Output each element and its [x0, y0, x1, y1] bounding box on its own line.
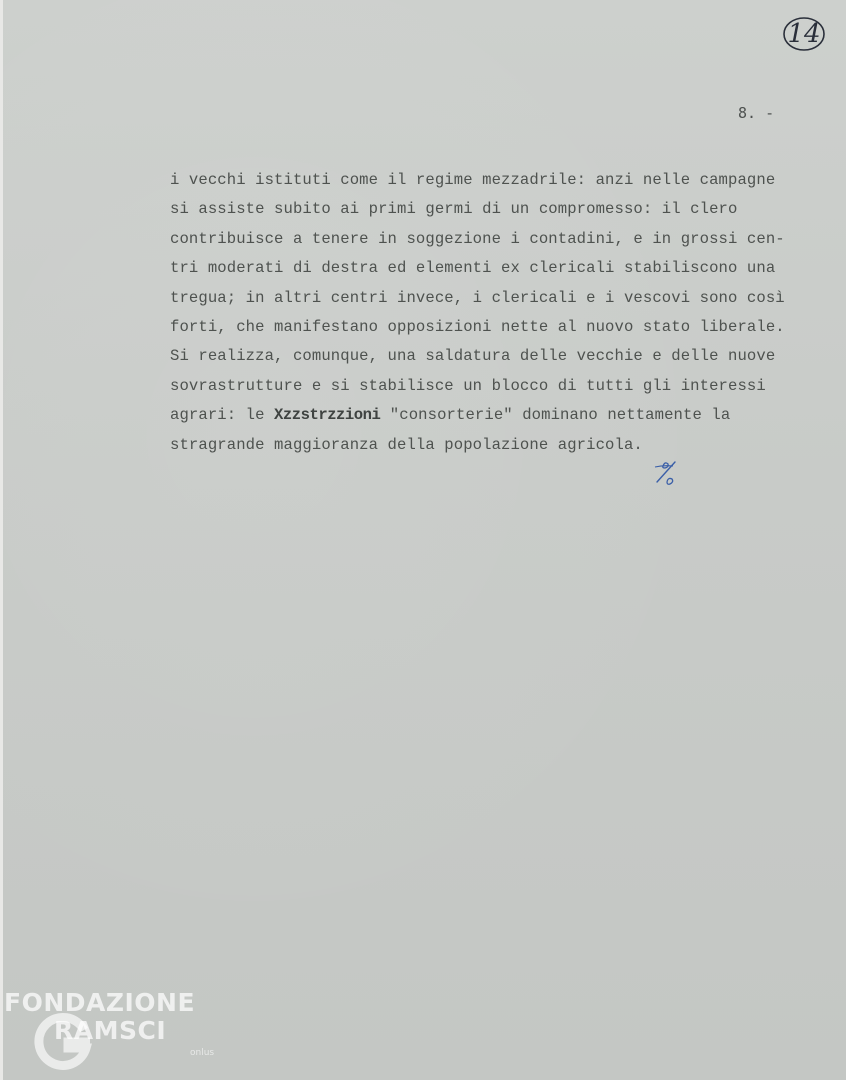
- archive-number-text: 14: [787, 19, 821, 49]
- text-line: Si realizza, comunque, una saldatura delle vecchie e delle nuove: [170, 347, 776, 366]
- typewritten-body: [170, 166, 830, 460]
- watermark-line2: RAMSCI: [54, 1016, 167, 1045]
- text-line: si assiste subito ai primi germi di un compromesso: il clero: [170, 200, 738, 219]
- text-line: forti, che manifestano opposizioni nette al nuovo stato liberale.: [170, 317, 785, 336]
- typed-page-number: 8. -: [738, 104, 775, 122]
- line-prefix: agrari: le: [170, 406, 275, 425]
- text-line: stragrande maggioranza della popolazione agricola.: [170, 435, 643, 454]
- text-line: contribuisce a tenere in soggezione i contadini, e in grossi cen-: [170, 229, 785, 248]
- handwritten-mark-icon: [650, 458, 686, 488]
- text-line: i vecchi istituti come il regime mezzadrile: anzi nelle campagne: [170, 171, 776, 189]
- line-suffix: "consorterie" dominano nettamente la: [380, 406, 731, 425]
- text-line-with-strikeout: [170, 401, 830, 430]
- text-line: sovrastrutture e si stabilisce un blocco di tutti gli interessi: [170, 376, 766, 395]
- handwritten-percent-mark: [650, 458, 686, 488]
- struck-out-word: Xzzstrzzioni: [274, 406, 381, 425]
- watermark-line1: FONDAZIONE: [4, 988, 196, 1017]
- text-line: tri moderati di destra ed elementi ex clericali stabiliscono una: [170, 259, 776, 278]
- fondazione-gramsci-watermark: [4, 988, 224, 1078]
- scan-edge: [0, 0, 3, 1080]
- text-line: tregua; in altri centri invece, i clericali e i vescovi sono così: [170, 288, 785, 307]
- circle-mark-icon: [782, 16, 826, 52]
- watermark-onlus: onlus: [190, 1048, 215, 1058]
- archive-page-number-stamp: [782, 16, 826, 52]
